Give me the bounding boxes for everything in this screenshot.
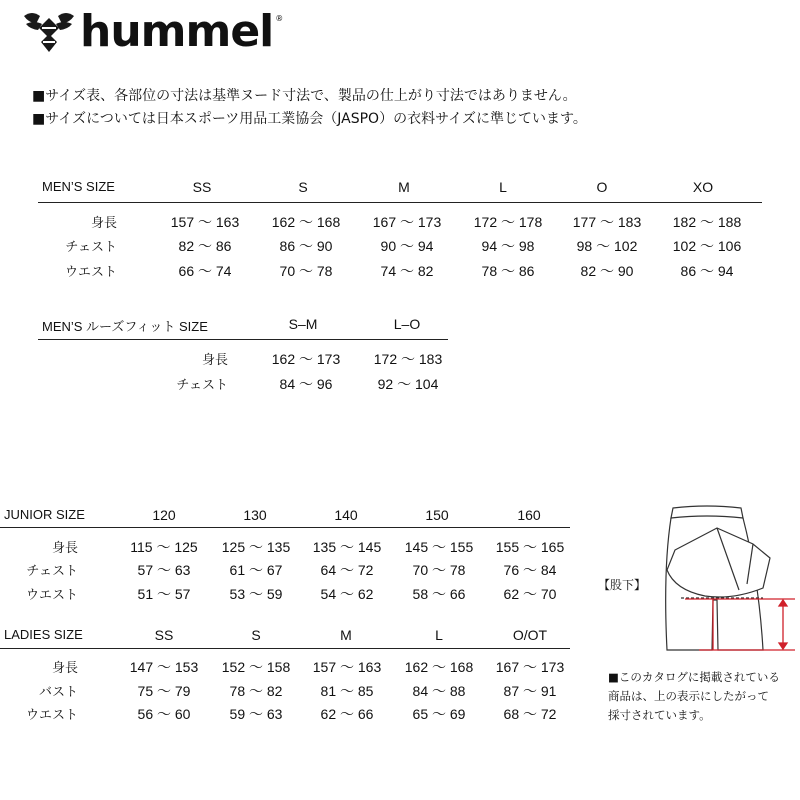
row-label: ウエスト [25, 708, 78, 723]
bee-logo-icon [22, 10, 76, 54]
table-cell: 102 ～ 106 [672, 238, 742, 254]
row-label: チェスト [65, 240, 117, 255]
mens-size-header: M [398, 179, 410, 195]
table-cell: 145 ～ 155 [404, 539, 474, 555]
loose-table-title: MEN’S ルーズフィット SIZE [42, 319, 208, 334]
table-cell: 125 ～ 135 [221, 539, 291, 555]
table-cell: 90 ～ 94 [380, 238, 434, 254]
loose-size-header: L–O [393, 316, 421, 332]
table-cell: 157 ～ 163 [170, 214, 240, 230]
table-cell: 62 ～ 66 [320, 706, 374, 722]
row-label: 身長 [90, 216, 117, 231]
mens-size-header: SS [192, 179, 212, 195]
shorts-diagram-icon [655, 500, 797, 660]
table-cell: 68 ～ 72 [503, 706, 557, 722]
junior-size-header: 140 [334, 507, 358, 523]
table-cell: 70 ～ 78 [412, 562, 466, 578]
table-cell: 53 ～ 59 [229, 586, 283, 602]
loose-size-header: S–M [288, 316, 318, 332]
hummel-logo [22, 6, 284, 57]
note-line: ■サイズ表、各部位の寸法は基準ヌード寸法で、製品の仕上がり寸法ではありません。 [32, 88, 577, 104]
table-cell: 74 ～ 82 [380, 263, 434, 279]
table-cell: 87 ～ 91 [503, 683, 557, 699]
table-divider [0, 527, 570, 528]
row-label: バスト [38, 685, 78, 700]
table-cell: 162 ～ 168 [404, 659, 474, 675]
row-label: チェスト [176, 378, 228, 393]
inseam-label: 【股下】 [598, 578, 647, 592]
table-cell: 76 ～ 84 [503, 562, 557, 578]
junior-table-title: JUNIOR SIZE [4, 507, 85, 522]
brand-name: hummel [80, 6, 274, 57]
ladies-size-header: M [340, 627, 352, 643]
table-cell: 54 ～ 62 [320, 586, 374, 602]
row-label: ウエスト [25, 588, 78, 603]
table-cell: 167 ～ 173 [495, 659, 565, 675]
table-cell: 84 ～ 96 [279, 376, 333, 392]
table-cell: 177 ～ 183 [572, 214, 642, 230]
ladies-size-header: SS [154, 627, 174, 643]
table-cell: 51 ～ 57 [137, 586, 191, 602]
table-cell: 152 ～ 158 [221, 659, 291, 675]
table-cell: 56 ～ 60 [137, 706, 191, 722]
table-cell: 147 ～ 153 [129, 659, 199, 675]
table-cell: 162 ～ 168 [271, 214, 341, 230]
table-cell: 115 ～ 125 [130, 539, 198, 555]
row-label: ウエスト [64, 265, 117, 280]
row-label: 身長 [201, 353, 228, 368]
table-divider [38, 202, 762, 203]
table-cell: 70 ～ 78 [279, 263, 333, 279]
row-label: チェスト [26, 564, 78, 579]
table-cell: 61 ～ 67 [229, 562, 283, 578]
mens-size-header: L [499, 179, 507, 195]
table-cell: 78 ～ 82 [229, 683, 283, 699]
table-cell: 58 ～ 66 [412, 586, 466, 602]
table-cell: 81 ～ 85 [320, 683, 374, 699]
table-cell: 82 ～ 86 [178, 238, 232, 254]
junior-size-header: 160 [517, 507, 541, 523]
note-line: 商品は、上の表示にしたがって [608, 689, 769, 703]
mens-size-header: S [298, 179, 308, 195]
table-cell: 135 ～ 145 [312, 539, 382, 555]
row-label: 身長 [51, 661, 78, 676]
table-divider [0, 648, 570, 649]
table-cell: 167 ～ 173 [372, 214, 442, 230]
table-cell: 62 ～ 70 [503, 586, 557, 602]
table-divider [38, 339, 448, 340]
row-label: 身長 [51, 541, 78, 556]
table-cell: 84 ～ 88 [412, 683, 466, 699]
table-cell: 157 ～ 163 [312, 659, 382, 675]
table-cell: 82 ～ 90 [580, 263, 634, 279]
ladies-size-header: O/OT [512, 627, 548, 643]
junior-size-header: 130 [243, 507, 267, 523]
table-cell: 98 ～ 102 [576, 238, 638, 254]
ladies-table-title: LADIES SIZE [4, 627, 83, 642]
table-cell: 172 ～ 183 [373, 351, 443, 367]
table-cell: 94 ～ 98 [481, 238, 535, 254]
junior-size-header: 150 [425, 507, 449, 523]
table-cell: 64 ～ 72 [320, 562, 374, 578]
note-line: ■サイズについては日本スポーツ用品工業協会（JASPO）の衣料サイズに準じています。 [32, 111, 587, 127]
table-cell: 92 ～ 104 [377, 376, 439, 392]
mens-size-header: XO [692, 179, 714, 195]
table-cell: 162 ～ 173 [271, 351, 341, 367]
ladies-size-header: L [435, 627, 443, 643]
note-line: 採寸されています。 [608, 708, 711, 722]
table-cell: 66 ～ 74 [178, 263, 232, 279]
table-cell: 155 ～ 165 [495, 539, 565, 555]
table-cell: 86 ～ 94 [680, 263, 734, 279]
diagram-note [608, 668, 780, 725]
table-cell: 172 ～ 178 [473, 214, 543, 230]
size-notes [32, 85, 587, 131]
table-cell: 78 ～ 86 [481, 263, 535, 279]
table-cell: 57 ～ 63 [137, 562, 191, 578]
note-line: ■このカタログに掲載されている [608, 670, 780, 684]
ladies-size-header: S [251, 627, 261, 643]
registered-mark: ® [275, 14, 284, 23]
mens-size-header: O [596, 179, 608, 195]
table-cell: 59 ～ 63 [229, 706, 283, 722]
table-cell: 75 ～ 79 [137, 683, 191, 699]
junior-size-header: 120 [152, 507, 176, 523]
table-cell: 182 ～ 188 [672, 214, 742, 230]
mens-table-title: MEN’S SIZE [42, 179, 115, 194]
table-cell: 86 ～ 90 [279, 238, 333, 254]
table-cell: 65 ～ 69 [412, 706, 466, 722]
